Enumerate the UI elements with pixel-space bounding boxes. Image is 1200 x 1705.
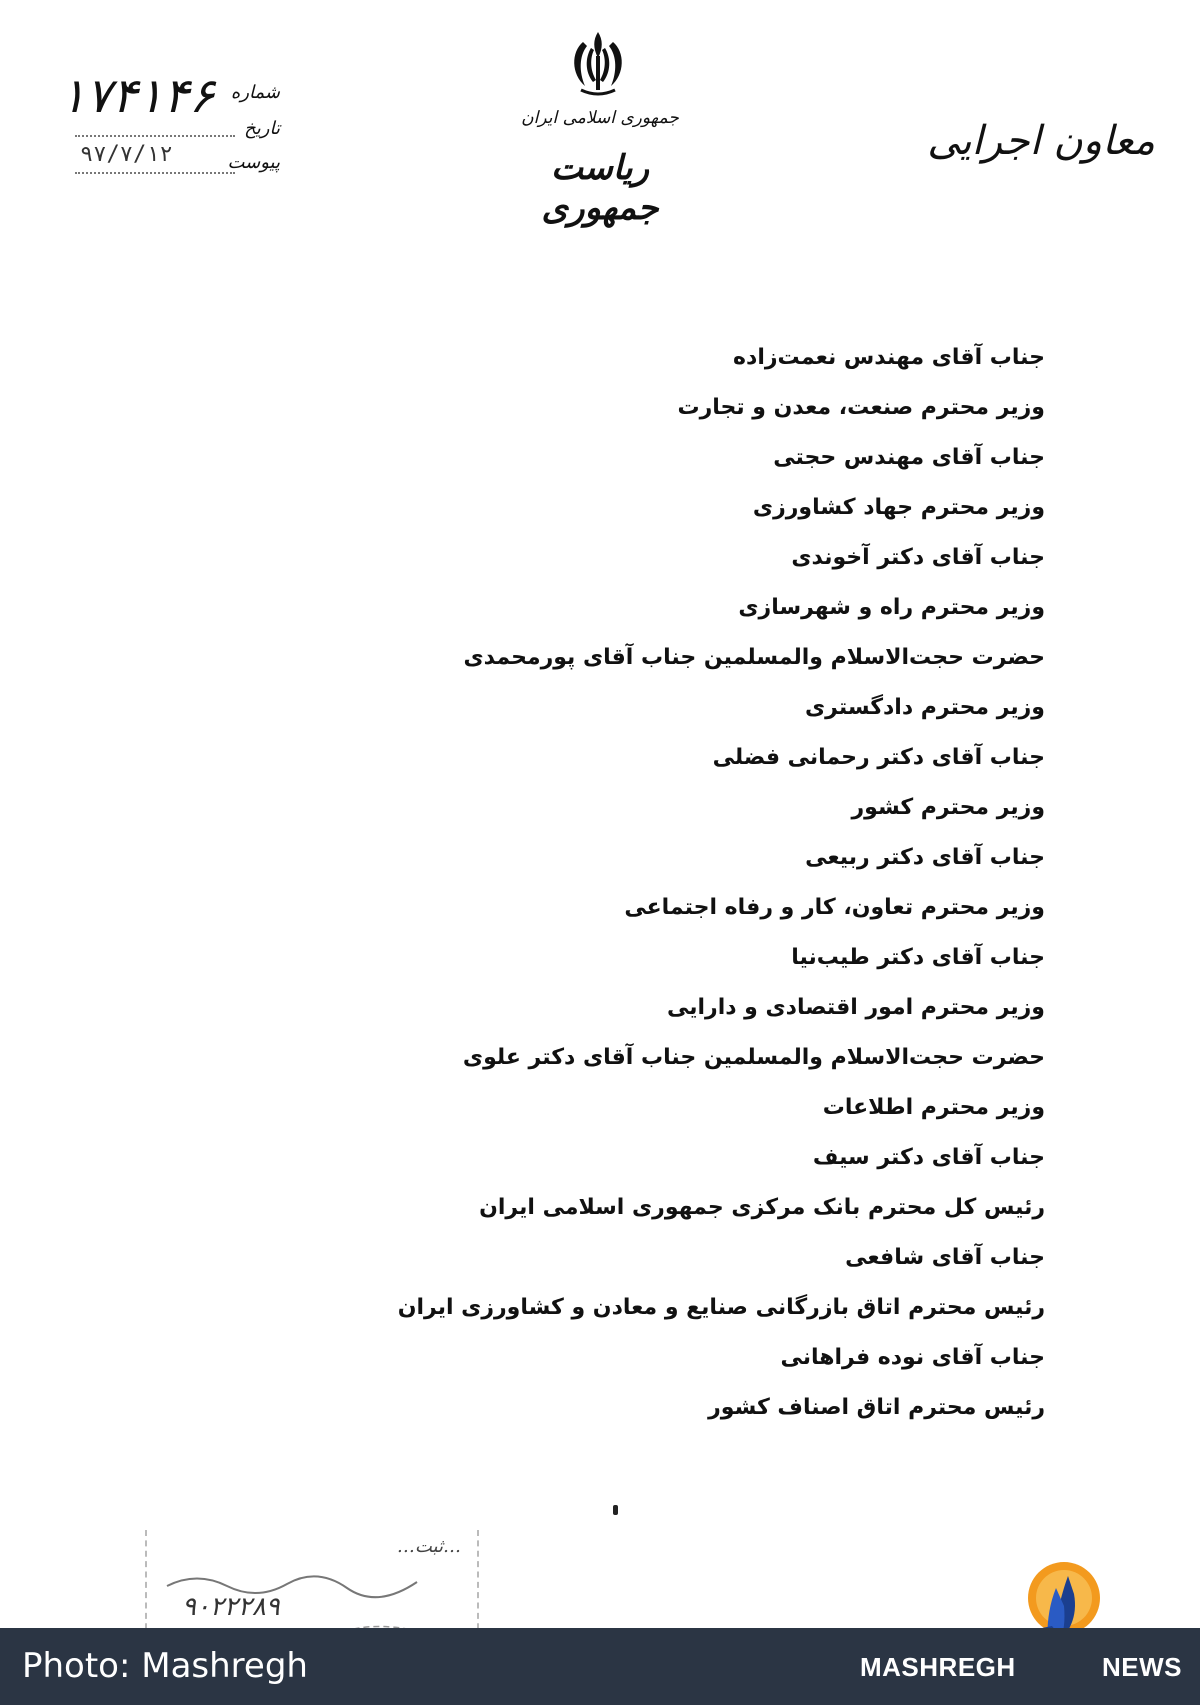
recipient-line: رئیس محترم اتاق اصناف کشور bbox=[708, 1395, 1045, 1420]
date-label: تاریخ bbox=[244, 118, 280, 139]
recipient-line: وزیر محترم دادگستری bbox=[804, 695, 1045, 720]
presidency-title: ریاست جمهوری bbox=[541, 148, 659, 228]
recipients-list bbox=[325, 340, 1045, 1440]
recipient-line: جناب آقای مهندس نعمت‌زاده bbox=[733, 345, 1045, 370]
note-text: …ثبت… bbox=[396, 1536, 461, 1557]
letter-meta bbox=[50, 60, 280, 200]
recipient-line: جناب آقای دکتر آخوندی bbox=[791, 545, 1045, 570]
brand-suffix: NEWS bbox=[1102, 1652, 1182, 1682]
number-label: شماره bbox=[230, 82, 280, 103]
recipient-line: جناب آقای دکتر رحمانی فضلی bbox=[712, 745, 1045, 770]
letter-date: ۹۷/۷/۱۲ bbox=[80, 142, 173, 167]
recipient-line: وزیر محترم اطلاعات bbox=[822, 1095, 1045, 1120]
date-dotted-line bbox=[75, 172, 235, 174]
recipient-line: وزیر محترم کشور bbox=[851, 795, 1045, 820]
attachment-label: پیوست bbox=[227, 152, 280, 173]
page-mark bbox=[613, 1505, 618, 1515]
recipient-line: رئیس کل محترم بانک مرکزی جمهوری اسلامی ایران bbox=[479, 1195, 1045, 1220]
recipient-line: حضرت حجت‌الاسلام والمسلمین جناب آقای دکتر علوی bbox=[462, 1045, 1045, 1070]
recipient-line: جناب آقای دکتر سیف bbox=[812, 1145, 1045, 1170]
recipient-line: حضرت حجت‌الاسلام والمسلمین جناب آقای پورمحمدی bbox=[463, 645, 1045, 670]
recipient-line: وزیر محترم جهاد کشاورزی bbox=[752, 495, 1045, 520]
iran-emblem-icon bbox=[553, 28, 643, 100]
recipient-line: وزیر محترم راه و شهرسازی bbox=[738, 595, 1045, 620]
recipient-line: جناب آقای شافعی bbox=[845, 1245, 1045, 1270]
number-dotted-line bbox=[75, 135, 235, 137]
recipient-line: وزیر محترم صنعت، معدن و تجارت bbox=[677, 395, 1045, 420]
note-number: ۹۰۲۲۲۸۹ bbox=[182, 1592, 280, 1622]
republic-name: جمهوری اسلامی ایران bbox=[521, 108, 679, 128]
recipient-line: وزیر محترم تعاون، کار و رفاه اجتماعی bbox=[624, 895, 1045, 920]
letter-number: ۱۷۴۱۴۶ bbox=[60, 68, 215, 124]
recipient-line: جناب آقای مهندس حجتی bbox=[773, 445, 1045, 470]
watermark-footer bbox=[0, 1628, 1200, 1705]
recipient-line: جناب آقای نوده فراهانی bbox=[780, 1345, 1045, 1370]
department-title: معاون اجرایی bbox=[927, 118, 1155, 164]
brand-name: MASHREGH bbox=[860, 1652, 1016, 1682]
photo-credit: Photo: Mashregh bbox=[22, 1646, 308, 1686]
recipient-line: جناب آقای دکتر ربیعی bbox=[805, 845, 1045, 870]
recipient-line: رئیس محترم اتاق بازرگانی صنایع و معادن و کشاورزی ایران bbox=[397, 1295, 1045, 1320]
recipient-line: وزیر محترم امور اقتصادی و دارایی bbox=[666, 995, 1045, 1020]
recipient-line: جناب آقای دکتر طیب‌نیا bbox=[791, 945, 1045, 970]
